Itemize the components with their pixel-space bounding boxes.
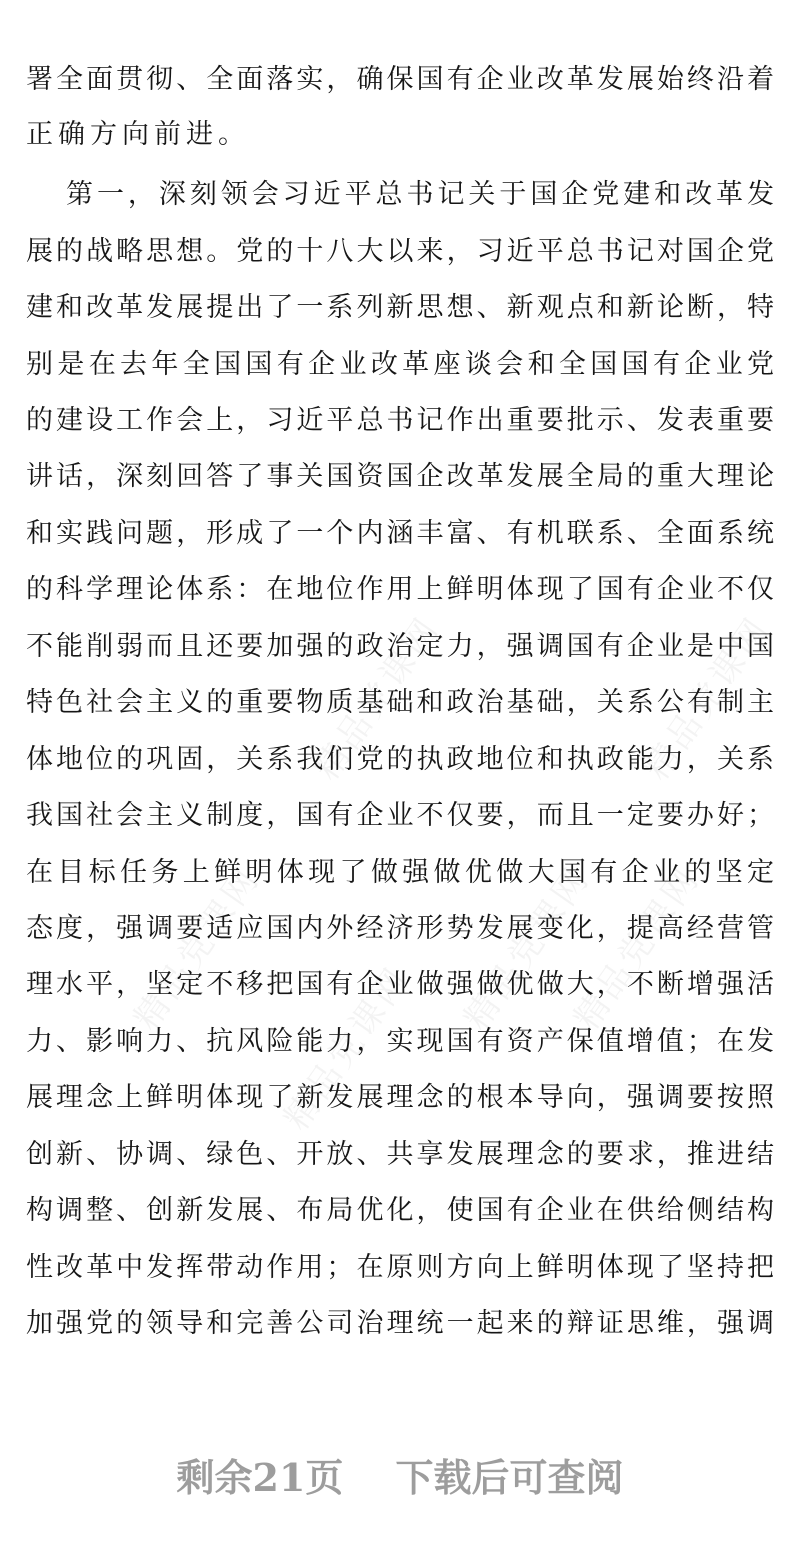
watermark: 精品党课网 xyxy=(456,858,599,1038)
text-line: 力、影响力、抗风险能力，实现国有资产保值增值；在发 xyxy=(26,1026,774,1057)
text-line: 加强党的领导和完善公司治理统一起来的辩证思维，强调 xyxy=(26,1308,774,1339)
text-line: 和实践问题，形成了一个内涵丰富、有机联系、全面系统 xyxy=(26,518,774,549)
text-line: 体地位的巩固，关系我们党的执政地位和执政能力，关系 xyxy=(26,744,774,775)
text-line: 性改革中发挥带动作用；在原则方向上鲜明体现了坚持把 xyxy=(26,1252,774,1283)
text-line: 展理念上鲜明体现了新发展理念的根本导向，强调要按照 xyxy=(26,1082,774,1113)
text-line: 理水平，坚定不移把国有企业做强做优做大，不断增强活 xyxy=(26,969,774,1000)
text-line: 别是在去年全国国有企业改革座谈会和全国国有企业党 xyxy=(26,349,774,380)
text-line: 态度，强调要适应国内外经济形势发展变化，提高经营管 xyxy=(26,913,774,944)
text-line: 构调整、创新发展、布局优化，使国有企业在供给侧结构 xyxy=(26,1195,774,1226)
text-line: 的科学理论体系：在地位作用上鲜明体现了国有企业不仅 xyxy=(26,574,774,605)
text-line: 展的战略思想。党的十八大以来，习近平总书记对国企党 xyxy=(26,236,774,267)
text-line: 建和改革发展提出了一系列新思想、新观点和新论断，特 xyxy=(26,292,774,323)
watermark: 精品党课网 xyxy=(566,858,709,1038)
text-line: 不能削弱而且还要加强的政治定力，强调国有企业是中国 xyxy=(26,631,774,662)
remaining-pages-banner[interactable] xyxy=(0,1448,800,1508)
watermark: 精品党课网 xyxy=(276,958,419,1138)
text-line: 讲话，深刻回答了事关国资国企改革发展全局的重大理论 xyxy=(26,461,774,492)
text-line: 创新、协调、绿色、开放、共享发展理念的要求，推进结 xyxy=(26,1139,774,1170)
watermark: 精品党课网 xyxy=(126,858,269,1038)
text-line: 特色社会主义的重要物质基础和政治基础，关系公有制主 xyxy=(26,687,774,718)
text-line: 署全面贯彻、全面落实，确保国有企业改革发展始终沿着 xyxy=(26,64,774,95)
paragraph-start-line: 第一，深刻领会习近平总书记关于国企党建和改革发 xyxy=(66,179,774,210)
remaining-pages-label: 剩余21页 xyxy=(176,1455,344,1500)
text-line: 的建设工作会上，习近平总书记作出重要批示、发表重要 xyxy=(26,405,774,436)
text-line: 我国社会主义制度，国有企业不仅要，而且一定要办好； xyxy=(26,800,774,831)
text-line: 正确方向前进。 xyxy=(26,119,250,150)
watermark: 精品党课网 xyxy=(306,608,449,788)
watermark: 精品党课网 xyxy=(636,608,779,788)
text-line: 在目标任务上鲜明体现了做强做优做大国有企业的坚定 xyxy=(26,857,774,888)
download-prompt-label: 下载后可查阅 xyxy=(395,1455,624,1500)
